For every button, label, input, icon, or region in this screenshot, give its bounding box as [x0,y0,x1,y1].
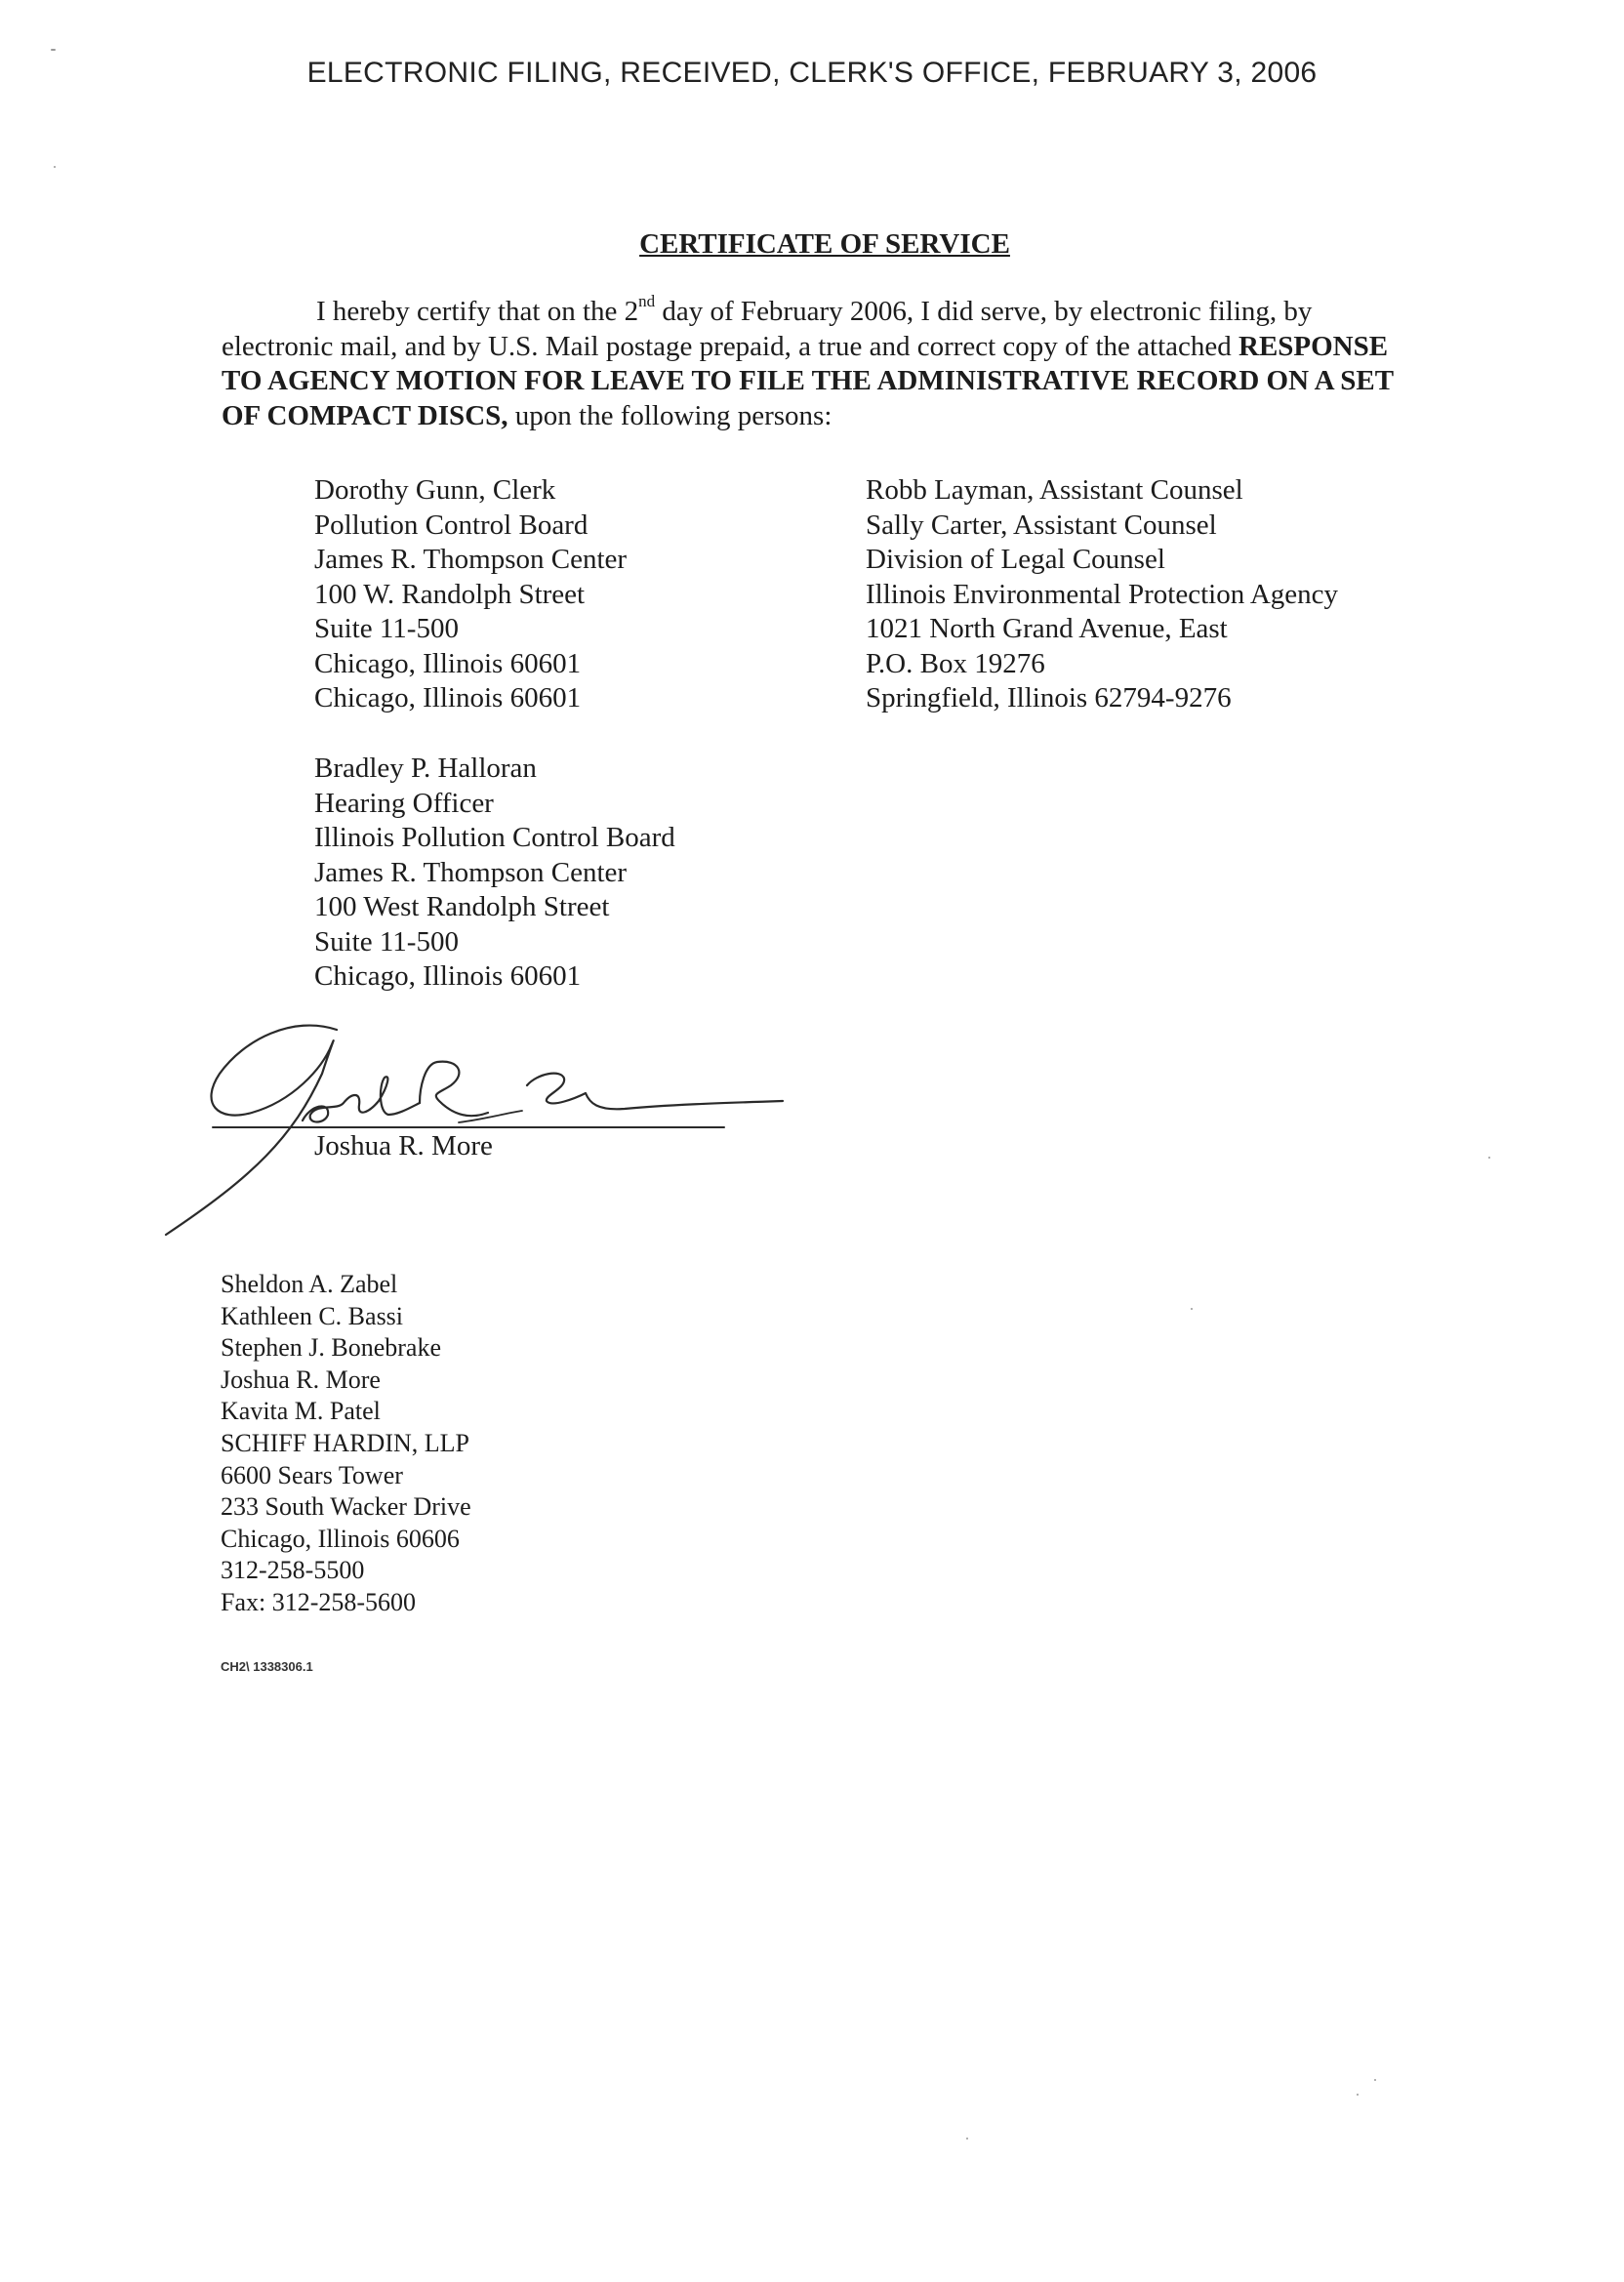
address-line: P.O. Box 19276 [866,647,1045,679]
firm-line: Joshua R. More [221,1365,381,1394]
scan-speck [966,2138,968,2139]
address-line: James R. Thompson Center [314,856,628,888]
address-line: 100 West Randolph Street [314,891,610,922]
firm-line: 233 South Wacker Drive [221,1492,471,1522]
address-line: Dorothy Gunn, Clerk [314,474,556,506]
signer-name: Joshua R. More [314,1130,493,1161]
address-line: Springfield, Illinois 62794-9276 [866,682,1232,713]
intro-text-2: day of February 2006, I did serve, by electronic filing, by electronic mail, and by U.S. Mail postage prepaid, a true and correct copy of the attached [222,296,1313,362]
address-line: Bradley P. Halloran [314,753,537,784]
intro-text-3: upon the following persons: [508,399,832,431]
scan-speck [51,49,56,51]
scan-speck [1488,1157,1490,1159]
scan-speck [1357,2094,1359,2096]
address-line: Chicago, Illinois 60601 [314,647,582,679]
address-line: Illinois Pollution Control Board [314,822,675,853]
address-line: 100 W. Randolph Street [314,578,586,610]
served-document-title: RESPONSE TO AGENCY MOTION FOR LEAVE TO FILE THE ADMINISTRATIVE RECORD ON A SET OF COMPACT DISCS, [222,330,1394,431]
address-line: 1021 North Grand Avenue, East [866,613,1228,644]
firm-line: SCHIFF HARDIN, LLP [221,1428,469,1457]
address-line: Chicago, Illinois 60601 [314,682,582,713]
firm-line: Stephen J. Bonebrake [221,1333,442,1363]
ordinal-suffix: nd [638,292,656,311]
address-line: Sally Carter, Assistant Counsel [866,509,1217,541]
address-line: Suite 11-500 [314,925,459,958]
firm-line: Kavita M. Patel [221,1397,381,1426]
filing-stamp: ELECTRONIC FILING, RECEIVED, CLERK'S OFFICE, FEBRUARY 3, 2006 [306,57,1318,89]
address-line: Chicago, Illinois 60601 [314,960,582,992]
scan-speck [1191,1308,1193,1310]
scan-speck [1374,2079,1376,2081]
firm-line: Chicago, Illinois 60606 [221,1524,460,1553]
address-line: Illinois Environmental Protection Agency [866,578,1339,610]
scan-speck [54,166,56,168]
address-line: Hearing Officer [314,787,494,819]
firm-line: Fax: 312-258-5600 [221,1587,417,1616]
firm-line: Sheldon A. Zabel [221,1270,398,1298]
firm-line: 6600 Sears Tower [221,1460,403,1489]
firm-line: 312-258-5500 [221,1556,365,1585]
document-id: CH2\ 1338306.1 [221,1659,313,1674]
certificate-title: CERTIFICATE OF SERVICE [639,228,1010,260]
address-line: James R. Thompson Center [314,544,628,575]
address-line: Robb Layman, Assistant Counsel [866,474,1243,506]
address-line: Division of Legal Counsel [866,544,1165,575]
firm-line: Kathleen C. Bassi [221,1301,404,1330]
address-line: Pollution Control Board [314,509,589,541]
intro-text-1: I hereby certify that on the 2 [316,296,639,327]
firm-contact-block [221,1269,471,1619]
address-line: Suite 11-500 [314,613,459,644]
